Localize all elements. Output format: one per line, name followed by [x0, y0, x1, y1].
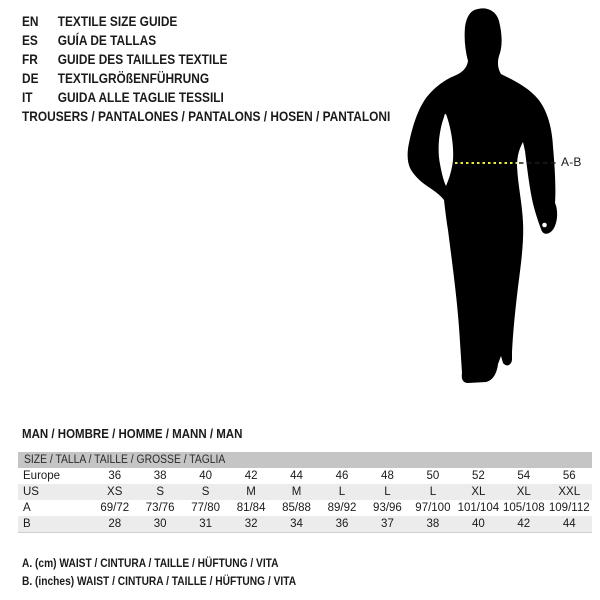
size-cell: 77/80 [191, 502, 221, 514]
size-cell: 56 [562, 470, 576, 482]
size-cell: 48 [381, 470, 394, 482]
size-cell: 34 [290, 518, 303, 530]
size-cell: 38 [426, 518, 440, 530]
size-cell: L [429, 486, 437, 498]
language-label: TEXTILGRÖßENFÜHRUNG [57, 70, 210, 86]
category-title: TROUSERS / PANTALONES / PANTALONS / HOSEN / PANTALONI [22, 108, 391, 124]
size-cell: 81/84 [236, 502, 266, 514]
language-code: ES [22, 32, 38, 48]
size-cell: 37 [381, 518, 394, 530]
size-cell: M [246, 486, 256, 498]
size-cell: 40 [199, 470, 213, 482]
size-cell: 46 [335, 470, 349, 482]
language-row [22, 31, 227, 50]
thumb-highlight [542, 223, 547, 228]
size-cell: 85/88 [282, 502, 311, 514]
size-cell: 54 [517, 470, 531, 482]
language-list [22, 12, 264, 107]
language-code: IT [22, 89, 33, 105]
size-table-body [18, 468, 592, 532]
size-cell: 30 [153, 518, 167, 530]
row-label: A [23, 502, 31, 514]
size-cell: 32 [244, 518, 258, 530]
row-label: B [23, 518, 31, 530]
language-row [22, 69, 227, 88]
row-label: Europe [23, 470, 61, 482]
size-cell: 31 [199, 518, 213, 530]
size-cell: XL [516, 486, 531, 498]
footnote-a: A. (cm) WAIST / CINTURA / TAILLE / HÜFTUNG / VITA [22, 556, 279, 570]
language-label: GUIDA ALLE TAGLIE TESSILI [57, 89, 224, 105]
size-cell: L [338, 486, 346, 498]
silhouette-path [408, 8, 558, 383]
size-cell: 73/76 [145, 502, 175, 514]
size-cell: XS [107, 486, 123, 498]
size-cell: L [384, 486, 391, 498]
language-label: GUIDE DES TAILLES TEXTILE [57, 51, 228, 67]
size-cell: XL [471, 486, 486, 498]
size-cell: 52 [471, 470, 485, 482]
size-table [18, 452, 592, 533]
size-cell: S [201, 486, 210, 498]
size-cell: 109/112 [548, 502, 590, 514]
size-cell: 42 [517, 518, 531, 530]
size-cell: 105/108 [503, 502, 545, 514]
size-cell: 44 [562, 518, 576, 530]
size-cell: 38 [153, 470, 167, 482]
size-cell: 69/72 [100, 502, 130, 514]
language-row [22, 12, 227, 31]
language-row [22, 50, 227, 69]
language-row [22, 88, 227, 107]
footnote-b: B. (inches) WAIST / CINTURA / TAILLE / HÜFTUNG / VITA [22, 574, 297, 588]
table-row [18, 468, 592, 484]
size-cell: S [156, 486, 165, 498]
size-cell: 42 [244, 470, 258, 482]
size-cell: 101/104 [457, 502, 500, 514]
size-cell: 28 [108, 518, 122, 530]
table-header-label: SIZE / TALLA / TAILLE / GRÖSSE / TAGLIA [24, 454, 226, 466]
size-cell: 40 [471, 518, 485, 530]
size-cell: 36 [108, 470, 122, 482]
row-label: US [23, 486, 39, 498]
size-cell: M [291, 486, 302, 498]
measure-label: A-B [561, 155, 582, 169]
size-cell: 50 [426, 470, 440, 482]
table-row [18, 500, 592, 516]
table-row [18, 484, 592, 500]
footnotes [22, 554, 344, 590]
table-header [18, 452, 592, 468]
table-row [18, 516, 592, 532]
language-code: DE [22, 70, 39, 86]
size-cell: 36 [335, 518, 349, 530]
language-code: EN [22, 13, 39, 29]
language-label: GUÍA DE TALLAS [57, 32, 157, 48]
size-cell: XXL [558, 486, 581, 498]
man-figure [400, 0, 600, 400]
size-cell: 89/92 [327, 502, 357, 514]
size-cell: 97/100 [415, 502, 451, 514]
size-cell: 93/96 [373, 502, 402, 514]
size-cell: 44 [290, 470, 303, 482]
section-title: MAN / HOMBRE / HOMME / MANN / MAN [22, 427, 243, 441]
language-label: TEXTILE SIZE GUIDE [57, 13, 178, 29]
language-code: FR [22, 51, 38, 67]
man-silhouette-graphic [400, 0, 600, 400]
